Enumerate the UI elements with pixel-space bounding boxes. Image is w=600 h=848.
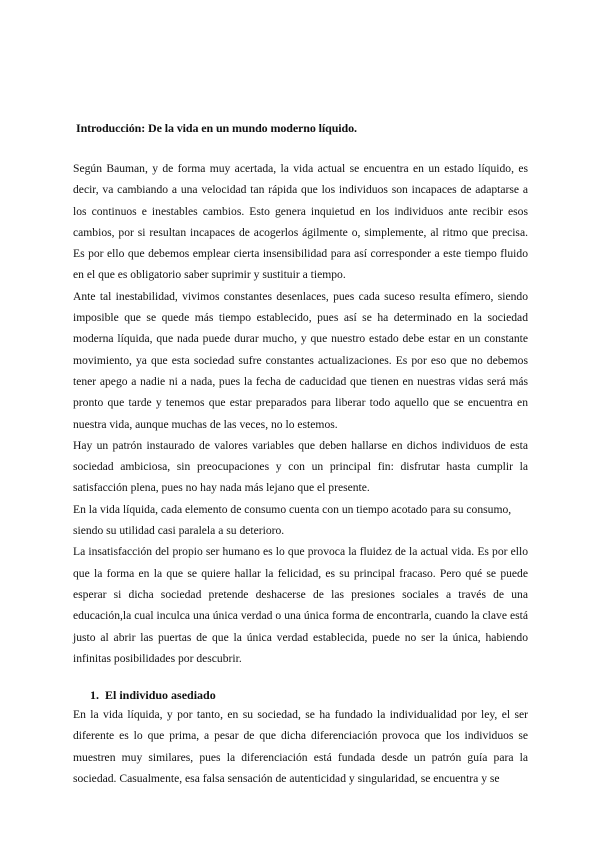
section-title: El individuo asediado xyxy=(105,688,216,702)
paragraph-5: La insatisfacción del propio ser humano es lo que provoca la fluidez de la actual vida. Es por ello que la forma en la que se quiere hallar la felicidad, es su principal fracaso. Pero qué se puede esperar si dicha sociedad pretende deshacerse de las presiones sociales a través de una educación,la cual inculca una única verdad o una única forma de encontrarla, cuando la clave está justo al abrir las puertas de que la única verdad establecida, puede no ser la única, habiendo infinitas posibilidades por descubrir. xyxy=(73,545,528,665)
section-number: 1. xyxy=(90,688,99,702)
paragraph-3: Hay un patrón instaurado de valores variables que deben hallarse en dichos individuos de esta sociedad ambiciosa, sin preocupaciones y con un principal fin: disfrutar hasta cumplir la satisfacción plena, pues no hay nada más lejano que el presente. xyxy=(73,438,528,495)
paragraph-4: En la vida líquida, cada elemento de consumo cuenta con un tiempo acotado para su consumo, siendo su utilidad casi paralela a su deterioro. xyxy=(73,502,512,538)
section-paragraph: En la vida líquida, y por tanto, en su sociedad, se ha fundado la individualidad por ley, el ser diferente es lo que prima, a pesar de que dicha diferenciación provoca que los individuos se muestren muy similares, pues la diferenciación está fundada desde un patrón guía para la sociedad. Casualmente, esa falsa sensación de autenticidad y singularidad, se encuentra y se xyxy=(73,708,528,785)
paragraph-1: Según Bauman, y de forma muy acertada, la vida actual se encuentra en un estado líquido, es decir, va cambiando a una velocidad tan rápida que los individuos son incapaces de adaptarse a los continuos e inestables cambios. Esto genera inquietud en los individuos ante recibir esos cambios, por si resultan incapaces de acogerlos ágilmente o, simplemente, al ritmo que precisa. Es por ello que debemos emplear cierta insensibilidad para así corresponder a este tiempo fluido en el que es obligatorio saber suprimir y sustituir a tiempo. xyxy=(73,162,528,282)
document-title: Introducción: De la vida en un mundo moderno líquido. xyxy=(76,121,357,135)
introduction-body xyxy=(73,158,528,669)
paragraph-2: Ante tal inestabilidad, vivimos constantes desenlaces, pues cada suceso resulta efímero, siendo imposible que se quede más tiempo establecido, pues así se ha determinado en la sociedad moderna líquida, que nada puede durar mucho, y que nuestro estado debe estar en un constante movimiento, ya que esta sociedad sufre constantes actualizaciones. Es por eso que no debemos tener apego a nadie ni a nada, pues la fecha de caducidad que tienen en nuestras vidas será más pronto que tarde y tenemos que estar preparados para liberar todo aquello que se encuentra en nuestra vida, aunque muchas de las veces, no lo estemos. xyxy=(73,289,528,431)
section-body xyxy=(73,704,528,789)
